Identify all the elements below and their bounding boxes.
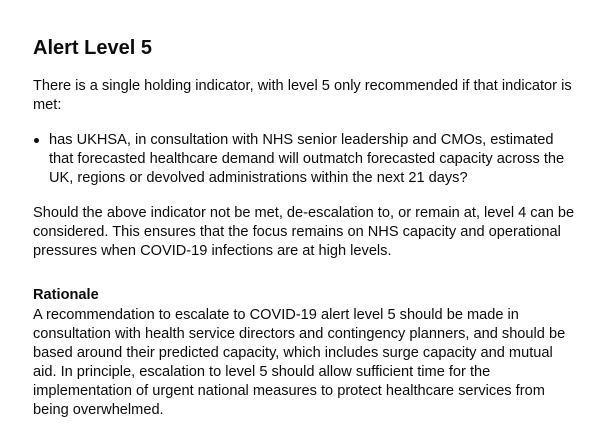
- list-item: [33, 131, 578, 188]
- section-heading: Alert Level 5: [33, 37, 152, 59]
- indicator-list: [33, 131, 578, 188]
- rationale-paragraph: A recommendation to escalate to COVID-19 alert level 5 should be made in consultation with health service directors and contingency planners, and should be based around their predicted capacity, which includes surge capacity and mutual aid. In principle, escalation to level 5 should allow sufficient time for the implementation of urgent national measures to protect healthcare services from being overwhelmed.: [33, 307, 566, 418]
- rationale-heading: Rationale: [33, 287, 99, 303]
- list-item-text: has UKHSA, in consultation with NHS senior leadership and CMOs, estimated that forecasted healthcare demand will outmatch forecasted capacity across the UK, regions or devolved administrations within the next 21 days?: [49, 132, 565, 186]
- de-escalation-paragraph: Should the above indicator not be met, de-escalation to, or remain at, level 4 can be considered. This ensures that the focus remains on NHS capacity and operational pressures when COVID-19 infections are at high levels.: [33, 205, 575, 259]
- intro-paragraph: There is a single holding indicator, with level 5 only recommended if that indicator is met:: [33, 78, 572, 113]
- bullet-icon: [34, 138, 39, 143]
